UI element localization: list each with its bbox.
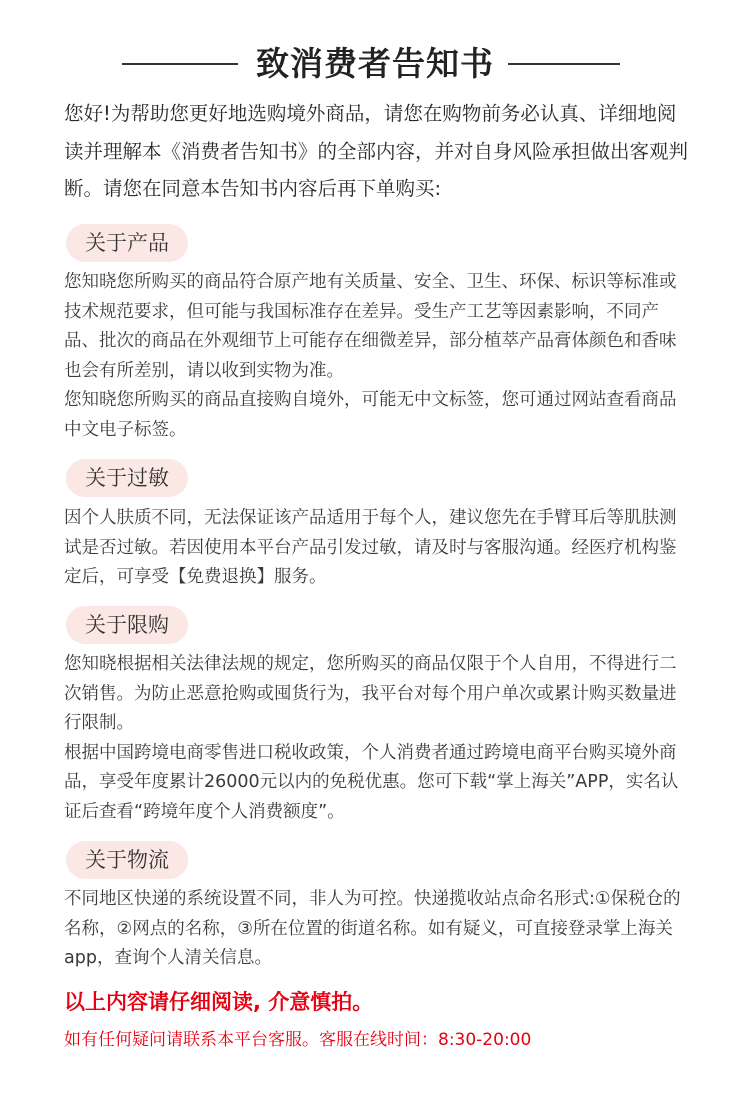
section-paragraph: 您知晓您所购买的商品符合原产地有关质量、安全、卫生、环保、标识等标准或技术规范要求，但可能与我国标准存在差异。受生产工艺等因素影响，不同产品、批次的商品在外观细节上可能存在细微差异，部分植萃产品膏体颜色和香味也会有所差别，请以收到实物为准。 bbox=[64, 272, 677, 381]
title-divider-right bbox=[508, 63, 620, 65]
section-paragraph: 不同地区快递的系统设置不同，非人为可控。快递揽收站点命名形式:①保税仓的名称，②网点的名称，③所在位置的街道名称。如有疑义，可直接登录掌上海关app，查询个人清关信息。 bbox=[64, 889, 681, 968]
section-heading-allergy: 关于过敏 bbox=[66, 459, 188, 497]
section-body-purchase-limit bbox=[64, 650, 689, 827]
section-paragraph: 因个人肤质不同，无法保证该产品适用于每个人，建议您先在手臂耳后等肌肤测试是否过敏。若因使用本平台产品引发过敏，请及时与客服沟通。经医疗机构鉴定后，可享受【免费退换】服务。 bbox=[64, 508, 677, 587]
warning-text: 以上内容请仔细阅读, 介意慎拍。 bbox=[64, 990, 374, 1014]
customer-service-hours: 如有任何疑问请联系本平台客服。客服在线时间：8:30-20:00 bbox=[64, 1030, 532, 1050]
section-paragraph: 根据中国跨境电商零售进口税收政策，个人消费者通过跨境电商平台购买境外商品，享受年度累计26000元以内的免税优惠。您可下载“掌上海关”APP，实名认证后查看“跨境年度个人消费额度”。 bbox=[64, 742, 679, 822]
section-body-allergy bbox=[64, 504, 689, 593]
section-paragraph: 您知晓根据相关法律法规的规定，您所购买的商品仅限于个人自用，不得进行二次销售。为防止恶意抢购或囤货行为，我平台对每个用户单次或累计购买数量进行限制。 bbox=[64, 654, 677, 733]
intro-paragraph: 您好!为帮助您更好地选购境外商品，请您在购物前务必认真、详细地阅读并理解本《消费者告知书》的全部内容，并对自身风险承担做出客观判断。请您在同意本告知书内容后再下单购买: bbox=[64, 102, 689, 200]
section-body-product bbox=[64, 268, 689, 445]
title-row bbox=[0, 40, 750, 88]
title-divider-left bbox=[122, 63, 238, 65]
page-title: 致消费者告知书 bbox=[256, 44, 494, 83]
section-heading-logistics: 关于物流 bbox=[66, 841, 188, 879]
section-body-logistics bbox=[64, 885, 689, 974]
section-heading-product: 关于产品 bbox=[66, 224, 188, 262]
section-heading-purchase-limit: 关于限购 bbox=[66, 606, 188, 644]
section-paragraph: 您知晓您所购买的商品直接购自境外，可能无中文标签，您可通过网站查看商品中文电子标签。 bbox=[64, 390, 677, 440]
